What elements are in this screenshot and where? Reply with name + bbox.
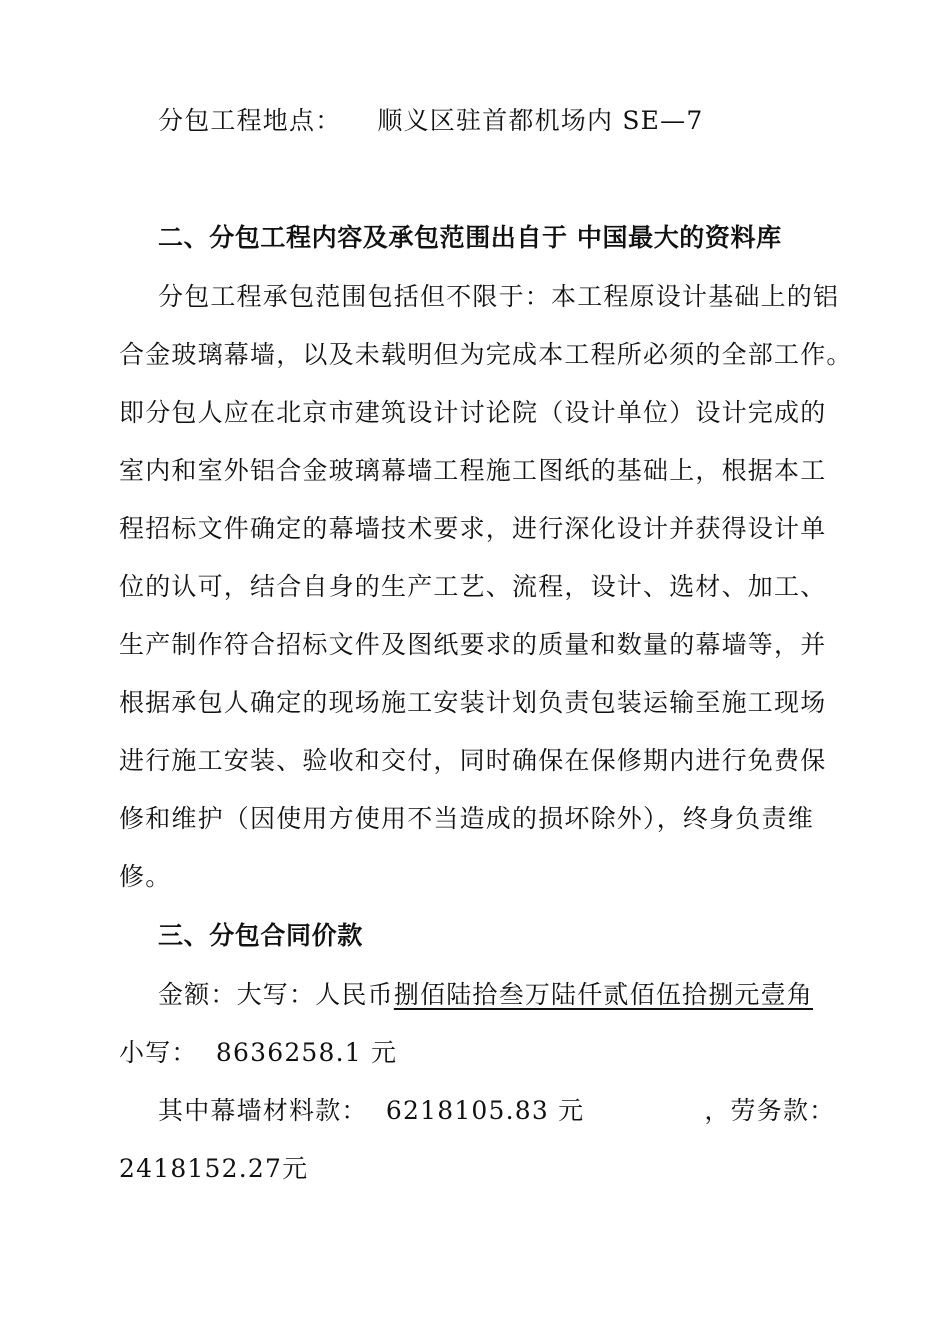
project-location-value: 顺义区驻首都机场内 SE—7 [377, 106, 704, 135]
section-2-line-10: 修和维护（因使用方使用不当造成的损坏除外），终身负责维 [119, 804, 814, 833]
section-2-line-7: 生产制作符合招标文件及图纸要求的质量和数量的幕墙等，并 [119, 630, 827, 659]
section-2-line-3: 即分包人应在北京市建筑设计讨论院（设计单位）设计完成的 [119, 398, 827, 427]
section-3-heading: 三、分包合同价款 [158, 921, 363, 950]
amount-words-label: 金额：大写：人民币 [158, 980, 394, 1009]
amount-figures-line [119, 1038, 397, 1068]
section-2-line-5: 程招标文件确定的幕墙技术要求，进行深化设计并获得设计单 [119, 514, 827, 543]
section-2-line-1: 分包工程承包范围包括但不限于：本工程原设计基础上的铝 [158, 282, 840, 311]
material-cost-value: 6218105.83 元 [385, 1096, 585, 1125]
material-cost-label: 其中幕墙材料款： [158, 1096, 368, 1125]
section-2-line-9: 进行施工安装、验收和交付，同时确保在保修期内进行免费保 [119, 746, 827, 775]
section-2-line-6: 位的认可，结合自身的生产工艺、流程，设计、选材、加工、 [119, 572, 827, 601]
amount-figures-value: 8636258.1 元 [215, 1038, 398, 1067]
labor-cost-line [119, 1154, 308, 1184]
amount-words-line [158, 980, 813, 1010]
section-2-heading: 二、分包工程内容及承包范围出自于 中国最大的资料库 [158, 223, 782, 252]
section-2-line-4: 室内和室外铝合金玻璃幕墙工程施工图纸的基础上，根据本工 [119, 456, 827, 485]
project-location-line [158, 106, 703, 136]
labor-cost-label: ，劳务款： [704, 1096, 836, 1125]
section-2-line-8: 根据承包人确定的现场施工安装计划负责包装运输至施工现场 [119, 688, 827, 717]
section-2-line-2: 合金玻璃幕墙，以及未载明但为完成本工程所必须的全部工作。 [119, 340, 853, 369]
amount-figures-label: 小写： [119, 1038, 198, 1067]
labor-cost-value: 2418152.27元 [119, 1154, 309, 1183]
amount-words-value: 捌佰陆拾叁万陆仟贰佰伍拾捌元壹角 [393, 980, 814, 1009]
project-location-label: 分包工程地点： [158, 106, 342, 135]
section-2-line-11: 修。 [119, 862, 172, 891]
material-labor-line [158, 1096, 835, 1126]
